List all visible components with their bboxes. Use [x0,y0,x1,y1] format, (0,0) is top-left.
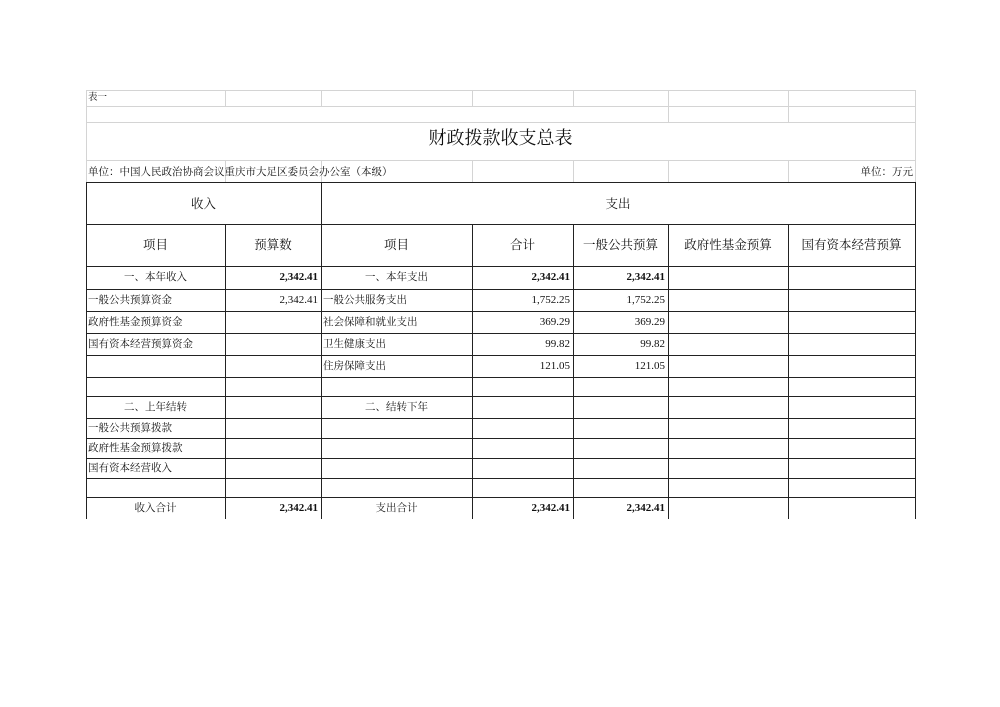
amount-cell: 369.29 [539,316,570,328]
gridline-v [788,90,789,122]
amount-cell: 2,342.41 [626,271,665,283]
table-border-h [86,266,915,267]
gridline-v [573,160,574,182]
table-border-v [788,224,789,519]
item-cell: 卫生健康支出 [323,338,386,350]
amount-cell: 2,342.41 [279,294,318,306]
item-cell: 国有资本经营收入 [88,462,172,474]
column-header: 一般公共预算 [582,237,658,252]
table-border-v [668,224,669,519]
amount-cell: 2,342.41 [279,271,318,283]
column-header: 合计 [509,237,535,252]
item-cell: 一、本年收入 [124,271,187,283]
table-border-h [86,333,915,334]
gridline-h [86,160,915,161]
table-border-h [86,377,915,378]
item-cell: 二、上年结转 [124,401,187,413]
item-cell: 支出合计 [375,502,418,514]
amount-cell: 99.82 [545,338,570,350]
item-cell: 政府性基金预算资金 [88,316,183,328]
item-cell: 二、结转下年 [365,401,428,413]
item-cell: 一般公共预算资金 [88,294,172,306]
expense-group-header: 支出 [605,196,631,211]
table-border-h [86,355,915,356]
gridline-v [788,160,789,182]
unit-currency: 单位：万元 [860,166,913,178]
table-border-h [321,224,915,225]
amount-cell: 99.82 [640,338,665,350]
column-header: 政府性基金预算 [684,237,772,252]
table-label: 表一 [88,92,108,103]
gridline-h [86,106,915,107]
item-cell: 政府性基金预算拨款 [88,442,183,454]
amount-cell: 2,342.41 [531,502,570,514]
table-border-h [86,311,915,312]
table-border-v [86,182,87,519]
amount-cell: 2,342.41 [626,502,665,514]
amount-cell: 2,342.41 [279,502,318,514]
amount-cell: 1,752.25 [626,294,665,306]
item-cell: 国有资本经营预算资金 [88,338,193,350]
amount-cell: 1,752.25 [531,294,570,306]
gridline-v [321,90,322,106]
item-cell: 一般公共服务支出 [323,294,407,306]
table-border-h [86,458,915,459]
table-border-h [86,396,915,397]
item-cell: 社会保障和就业支出 [323,316,418,328]
column-header: 预算数 [254,237,292,252]
gridline-v [472,160,473,182]
table-border-h [86,438,915,439]
amount-cell: 121.05 [539,360,570,372]
unit-organization: 单位：中国人民政治协商会议重庆市大足区委员会办公室（本级） [88,166,393,178]
gridline-h [86,122,915,123]
table-border-h [86,418,915,419]
table-border-v [225,224,226,519]
amount-cell: 121.05 [634,360,665,372]
table-border-h [86,224,321,225]
column-header: 项目 [383,237,409,252]
gridline-v [668,90,669,122]
gridline-v [915,90,916,182]
income-group-header: 收入 [190,196,216,211]
table-border-h [86,478,915,479]
table-border-h [86,289,915,290]
item-cell: 一般公共预算拨款 [88,422,172,434]
gridline-v [472,90,473,106]
gridline-v [668,160,669,182]
gridline-v [225,90,226,106]
item-cell: 收入合计 [134,502,177,514]
column-header: 项目 [142,237,168,252]
table-border-v [915,182,916,519]
table-border-v [321,182,322,519]
table-border-h [86,182,915,183]
gridline-h [86,90,915,91]
column-header: 国有资本经营预算 [801,237,902,252]
table-border-h [86,497,915,498]
item-cell: 一、本年支出 [365,271,428,283]
report-title: 财政拨款收支总表 [428,128,573,149]
gridline-v [573,90,574,106]
amount-cell: 2,342.41 [531,271,570,283]
amount-cell: 369.29 [634,316,665,328]
item-cell: 住房保障支出 [323,360,386,372]
